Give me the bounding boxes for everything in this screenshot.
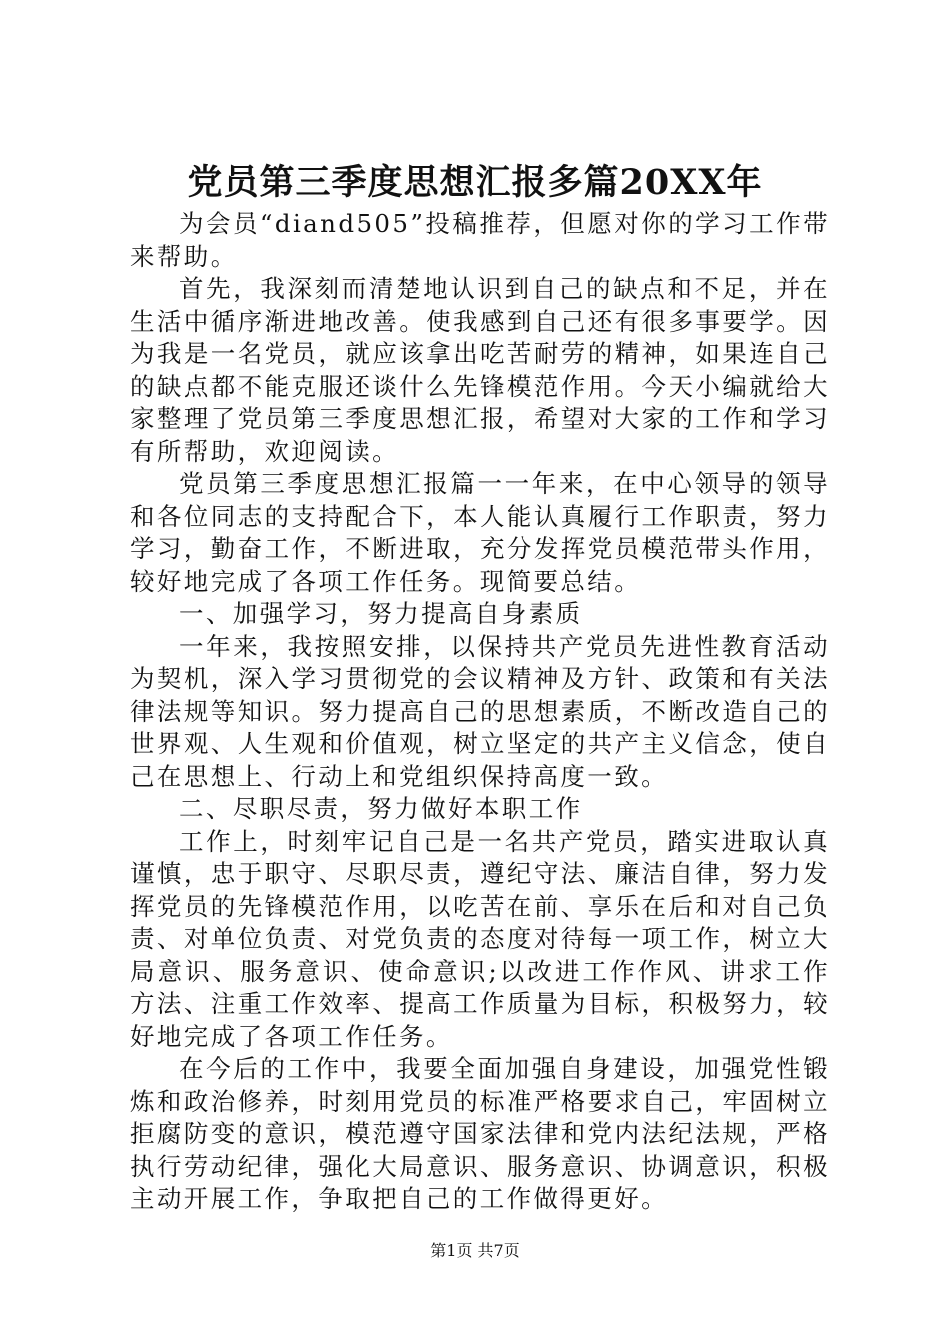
page-number-footer: 第1页 共7页	[430, 1241, 520, 1260]
paragraph-summary: 党员第三季度思想汇报篇一一年来，在中心领导的领导和各位同志的支持配合下，本人能认真履行工作职责，努力学习，勤奋工作，不断进取，充分发挥党员模范带头作用，较好地完成了各项工作任务。现简要总结。	[130, 469, 830, 596]
paragraph-future: 在今后的工作中，我要全面加强自身建设，加强党性锻炼和政治修养，时刻用党员的标准严格要求自己，牢固树立拒腐防变的意识，模范遵守国家法律和党内法纪法规，严格执行劳动纪律，强化大局意识、服务意识、协调意识，积极主动开展工作，争取把自己的工作做得更好。	[130, 1054, 830, 1213]
section-heading-duty: 二、尽职尽责，努力做好本职工作	[179, 794, 583, 823]
paragraph-study: 一年来，我按照安排，以保持共产党员先进性教育活动为契机，深入学习贯彻党的会议精神及方针、政策和有关法律法规等知识。努力提高自己的思想素质，不断改造自己的世界观、人生观和价值观，树立坚定的共产主义信念，使自己在思想上、行动上和党组织保持高度一致。	[130, 631, 830, 791]
paragraph-duty: 工作上，时刻牢记自己是一名共产党员，踏实进取认真谨慎，忠于职守、尽职尽责，遵纪守法、廉洁自律，努力发挥党员的先锋模范作用，以吃苦在前、享乐在后和对自己负责、对单位负责、对党负责的态度对待每一项工作，树立大局意识、服务意识、使命意识;以改进工作作风、讲求工作方法、注重工作效率、提高工作质量为目标，积极努力，较好地完成了各项工作任务。	[130, 826, 830, 1051]
document-title: 党员第三季度思想汇报多篇20XX年	[187, 162, 763, 203]
paragraph-intro: 为会员“diand505”投稿推荐，但愿对你的学习工作带来帮助。	[130, 209, 830, 271]
document-body	[130, 208, 830, 1216]
section-heading-study: 一、加强学习，努力提高自身素质	[179, 599, 583, 628]
paragraph-preface: 首先，我深刻而清楚地认识到自己的缺点和不足，并在生活中循序渐进地改善。使我感到自己还有很多事要学。因为我是一名党员，就应该拿出吃苦耐劳的精神，如果连自己的缺点都不能克服还谈什么先锋模范作用。今天小编就给大家整理了党员第三季度思想汇报，希望对大家的工作和学习有所帮助，欢迎阅读。	[130, 274, 830, 466]
